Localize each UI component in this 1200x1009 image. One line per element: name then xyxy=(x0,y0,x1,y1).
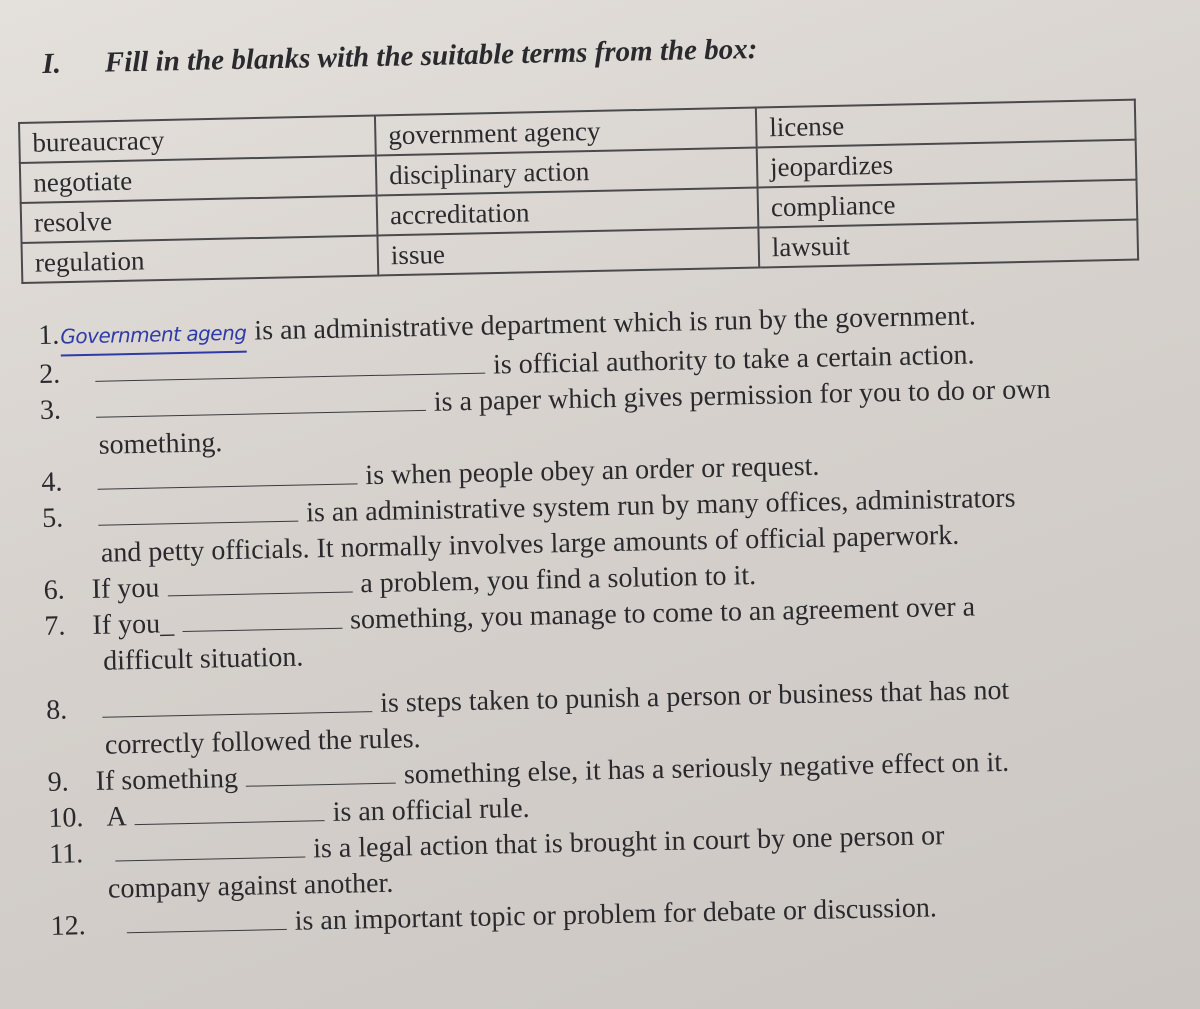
answer-blank[interactable] xyxy=(115,835,305,862)
question-number: 5. xyxy=(41,502,64,534)
question-prefix: If you_ xyxy=(92,608,175,641)
answer-blank[interactable] xyxy=(96,388,426,418)
answer-blank[interactable] xyxy=(102,689,372,718)
term-cell: bureaucracy xyxy=(19,116,376,163)
question-11-continuation: company against another. xyxy=(107,867,394,905)
answer-blank[interactable] xyxy=(97,461,357,489)
term-cell: issue xyxy=(377,228,759,276)
question-number: 7. xyxy=(44,610,66,642)
term-cell: disciplinary action xyxy=(376,148,758,196)
question-text: a problem, you find a solution to it. xyxy=(359,560,757,600)
question-text: something else, it has a seriously negative effect on it. xyxy=(403,746,1010,791)
answer-blank[interactable] xyxy=(134,798,324,825)
question-number: 3. xyxy=(39,394,62,426)
question-text: is when people obey an order or request. xyxy=(365,450,820,492)
answer-blank[interactable] xyxy=(182,606,342,632)
term-box xyxy=(18,99,1139,284)
question-text: is an official rule. xyxy=(332,792,530,828)
instruction-text: Fill in the blanks with the suitable terms from the box: xyxy=(104,33,758,79)
question-5-continuation: and petty officials. It normally involves large amounts of official paperwork. xyxy=(100,519,960,569)
question-prefix: A xyxy=(106,801,128,833)
answer-blank[interactable] xyxy=(126,907,286,933)
question-number: 11. xyxy=(48,838,84,870)
term-cell: resolve xyxy=(21,196,378,243)
question-number: 6. xyxy=(43,574,66,606)
handwritten-answer: Government ageng xyxy=(60,315,247,357)
question-3-continuation: something. xyxy=(98,427,223,461)
term-cell: government agency xyxy=(375,108,757,156)
question-list xyxy=(38,294,1191,945)
question-text: is an administrative department which is run by the government. xyxy=(254,300,977,347)
question-number: 1. xyxy=(38,319,60,351)
question-number: 10. xyxy=(48,802,84,834)
question-8-continuation: correctly followed the rules. xyxy=(104,723,421,761)
question-text: something, you manage to come to an agreement over a xyxy=(349,591,976,636)
question-text: is steps taken to punish a person or business that has not xyxy=(379,674,1010,719)
answer-blank[interactable] xyxy=(246,761,396,787)
question-number: 4. xyxy=(41,466,63,498)
question-number: 9. xyxy=(47,766,70,798)
term-cell: license xyxy=(756,100,1136,148)
question-prefix: If you xyxy=(91,572,160,605)
exercise-heading xyxy=(42,33,758,81)
answer-blank[interactable] xyxy=(95,351,485,382)
answer-blank[interactable] xyxy=(98,499,298,526)
question-text: is official authority to take a certain action. xyxy=(492,339,975,381)
question-number: 8. xyxy=(45,694,68,726)
term-cell: compliance xyxy=(758,180,1138,228)
question-number: 12. xyxy=(50,910,87,942)
question-7-continuation: difficult situation. xyxy=(102,641,304,677)
term-cell: negotiate xyxy=(20,156,377,203)
question-text: is a paper which gives permission for you to do or own xyxy=(433,373,1051,418)
term-cell: jeopardizes xyxy=(757,140,1137,188)
term-cell: regulation xyxy=(22,235,379,282)
term-cell: lawsuit xyxy=(758,220,1138,268)
question-prefix: If something xyxy=(95,762,239,797)
question-text: is an administrative system run by many offices, administrators xyxy=(305,482,1016,529)
section-numeral: I. xyxy=(42,47,62,80)
question-number: 2. xyxy=(38,358,61,390)
question-text: is an important topic or problem for debate or discussion. xyxy=(294,892,938,937)
answer-blank[interactable] xyxy=(167,569,352,596)
term-cell: accreditation xyxy=(377,188,759,236)
question-text: is a legal action that is brought in court by one person or xyxy=(312,820,945,865)
